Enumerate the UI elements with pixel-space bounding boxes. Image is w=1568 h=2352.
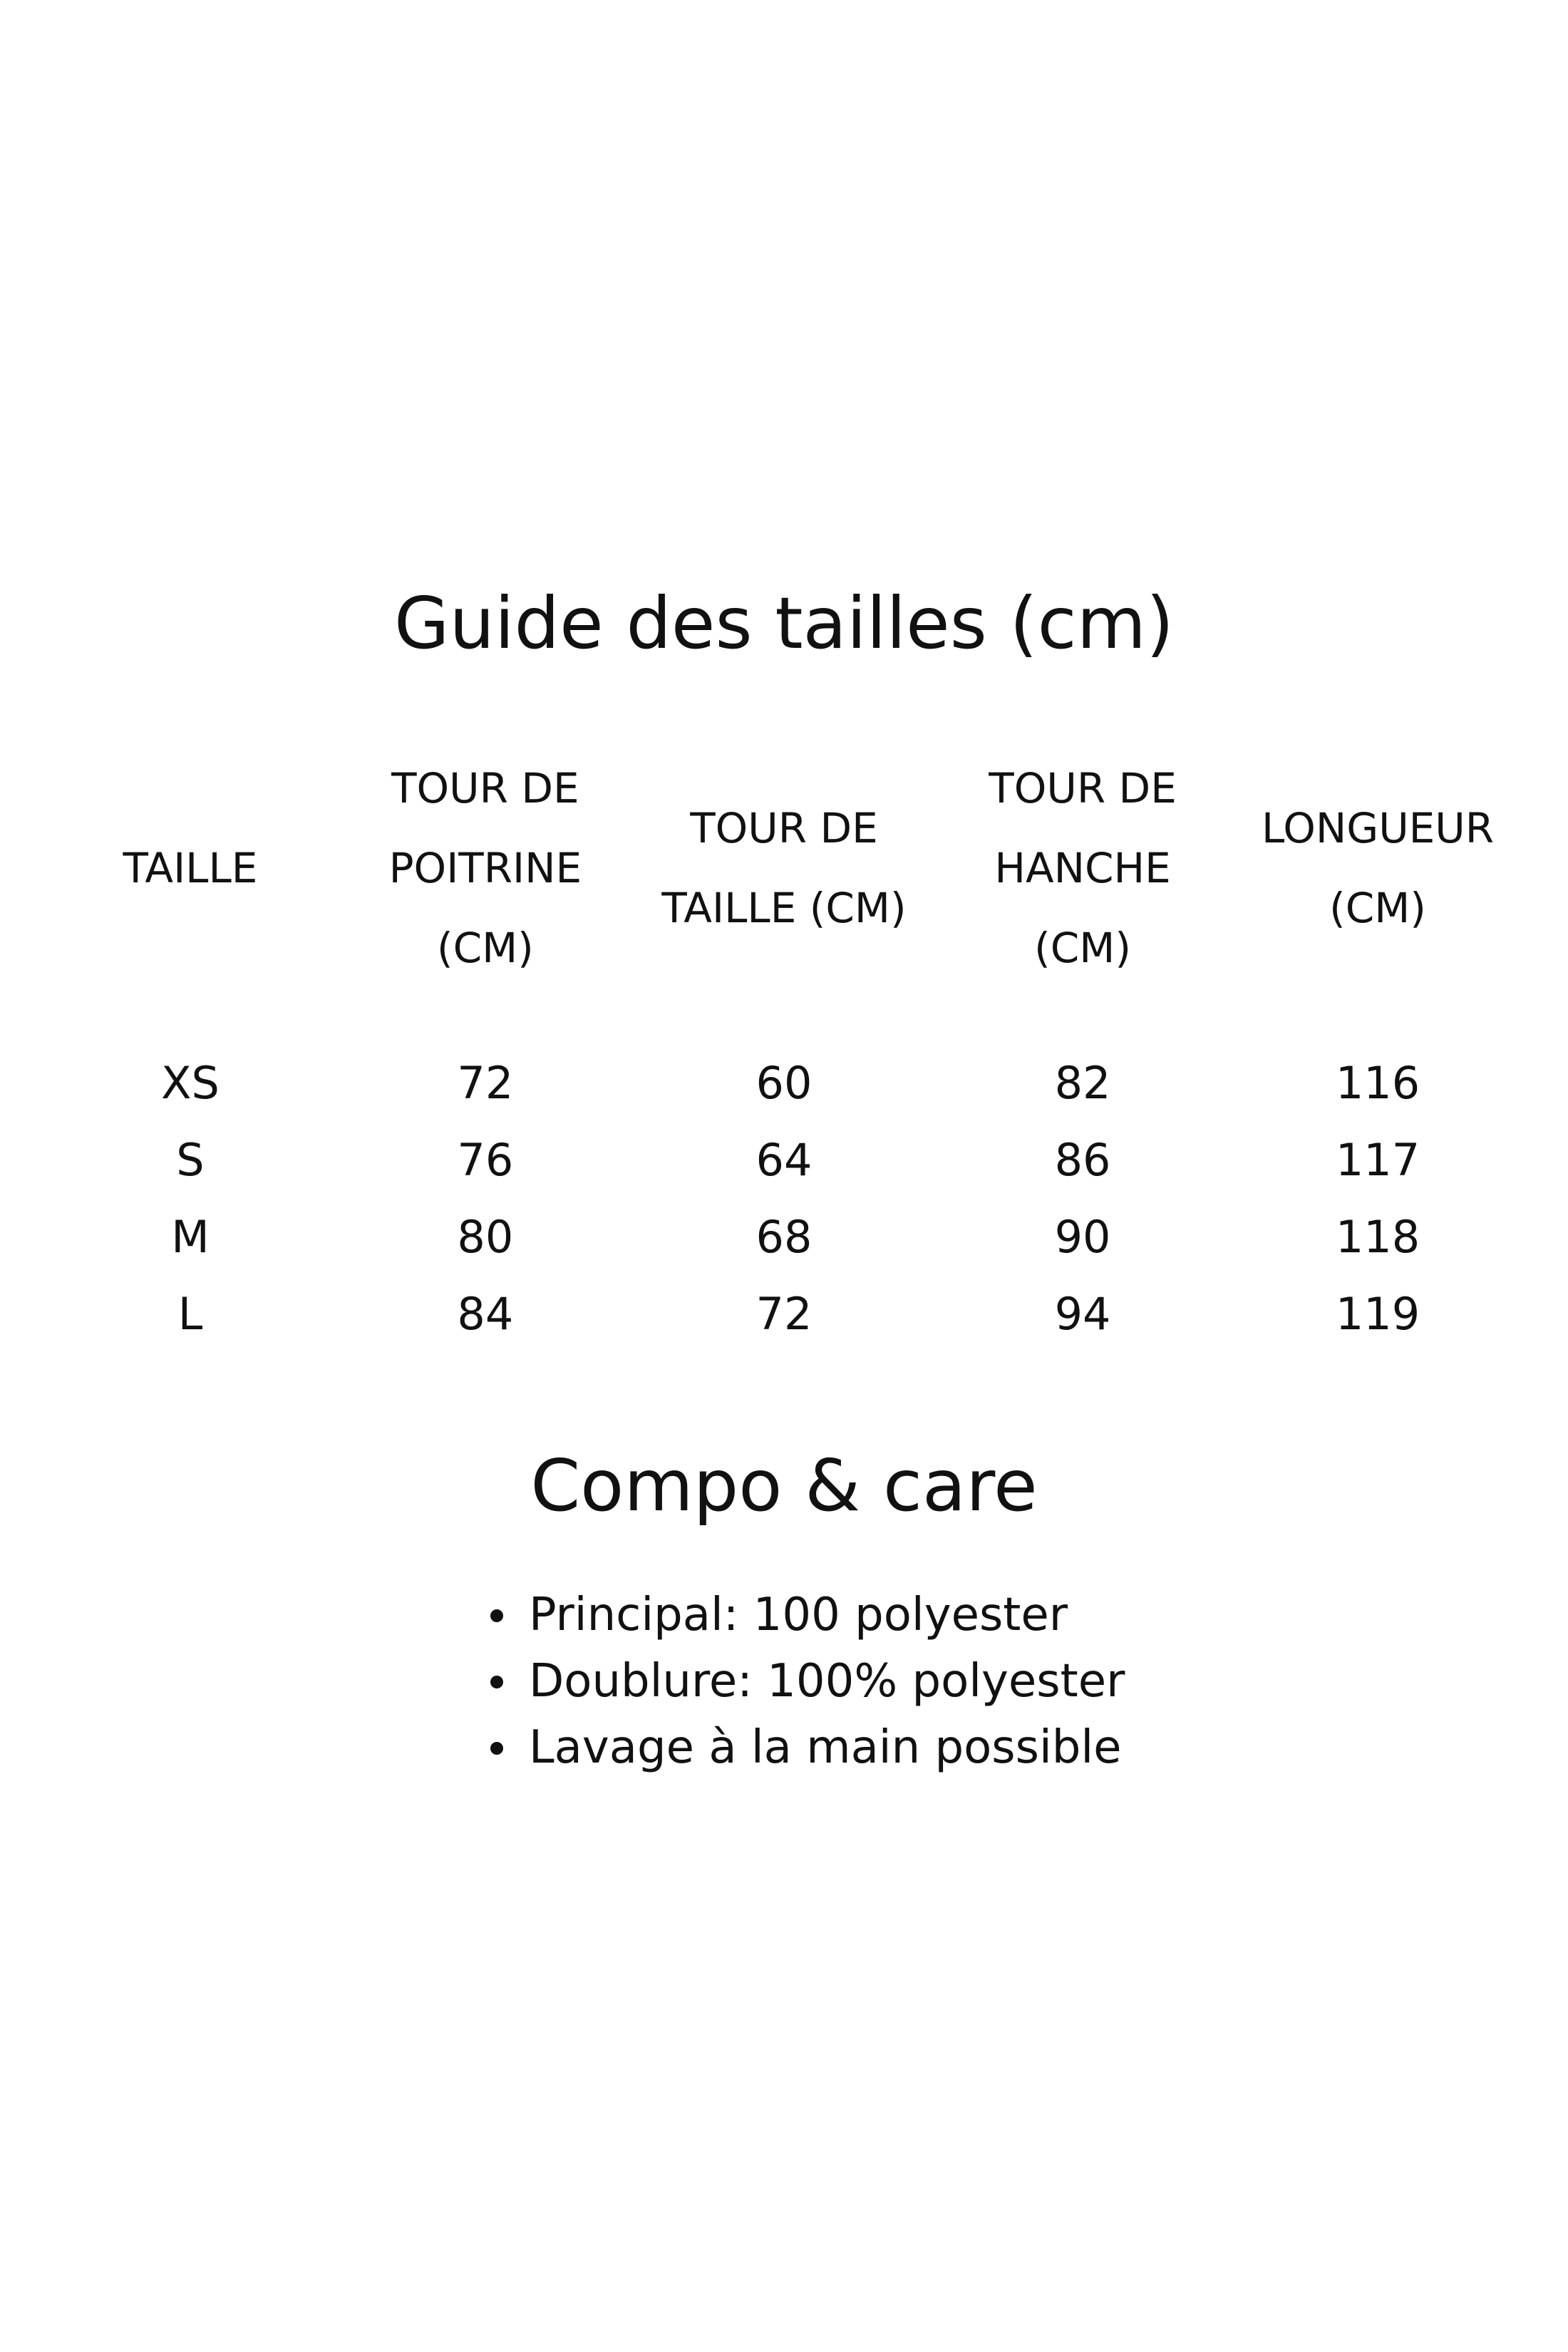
header-line: POITRINE [388, 844, 582, 892]
size-table [43, 748, 1525, 1353]
cell-size: S [176, 1134, 205, 1186]
cell-waist: 72 [755, 1288, 813, 1340]
cell-waist: 68 [755, 1211, 813, 1263]
cell-waist: 60 [755, 1057, 813, 1109]
cell-chest: 84 [457, 1288, 514, 1340]
care-item-text: Principal: 100 polyester [529, 1589, 1068, 1641]
cell-waist: 64 [755, 1134, 813, 1186]
list-item [490, 1649, 1125, 1715]
cell-chest: 80 [457, 1211, 514, 1263]
bullet-icon [490, 1609, 503, 1622]
cell-hip: 82 [1054, 1057, 1111, 1109]
header-line: TAILLE [123, 844, 258, 892]
header-longueur [1230, 748, 1525, 1045]
cell-size: XS [161, 1057, 220, 1109]
cell-size: M [171, 1211, 210, 1263]
table-row [43, 1122, 1525, 1199]
header-line: HANCHE [994, 844, 1171, 892]
table-header-row [43, 748, 1525, 1045]
header-taille [43, 748, 338, 1045]
header-line: LONGUEUR [1261, 804, 1495, 852]
cell-hip: 94 [1054, 1288, 1111, 1340]
header-line: (CM) [436, 924, 534, 972]
header-line: TOUR DE [690, 804, 878, 852]
table-row [43, 1045, 1525, 1122]
header-tour-de-hanche [935, 748, 1230, 1045]
care-item-text: Doublure: 100% polyester [529, 1655, 1125, 1708]
list-item [490, 1715, 1125, 1781]
cell-size: L [177, 1288, 203, 1340]
cell-hip: 90 [1054, 1211, 1111, 1263]
header-tour-de-taille [633, 748, 935, 1045]
header-line: TOUR DE [989, 764, 1177, 813]
cell-chest: 76 [457, 1134, 514, 1186]
table-row [43, 1199, 1525, 1276]
list-item [490, 1582, 1125, 1649]
size-guide-title: Guide des tailles (cm) [394, 582, 1174, 665]
care-list [490, 1582, 1125, 1781]
cell-chest: 72 [457, 1057, 514, 1109]
header-line: TAILLE (CM) [661, 884, 907, 932]
bullet-icon [490, 1676, 503, 1688]
header-line: (CM) [1329, 884, 1426, 932]
cell-length: 119 [1335, 1288, 1420, 1340]
bullet-icon [490, 1742, 503, 1755]
cell-hip: 86 [1054, 1134, 1111, 1186]
compo-care-title: Compo & care [530, 1444, 1038, 1527]
header-tour-de-poitrine [338, 748, 633, 1045]
header-line: (CM) [1034, 924, 1131, 972]
cell-length: 117 [1335, 1134, 1420, 1186]
cell-length: 118 [1335, 1211, 1420, 1263]
header-line: TOUR DE [391, 764, 579, 813]
cell-length: 116 [1335, 1057, 1420, 1109]
table-row [43, 1276, 1525, 1353]
care-item-text: Lavage à la main possible [529, 1721, 1122, 1774]
